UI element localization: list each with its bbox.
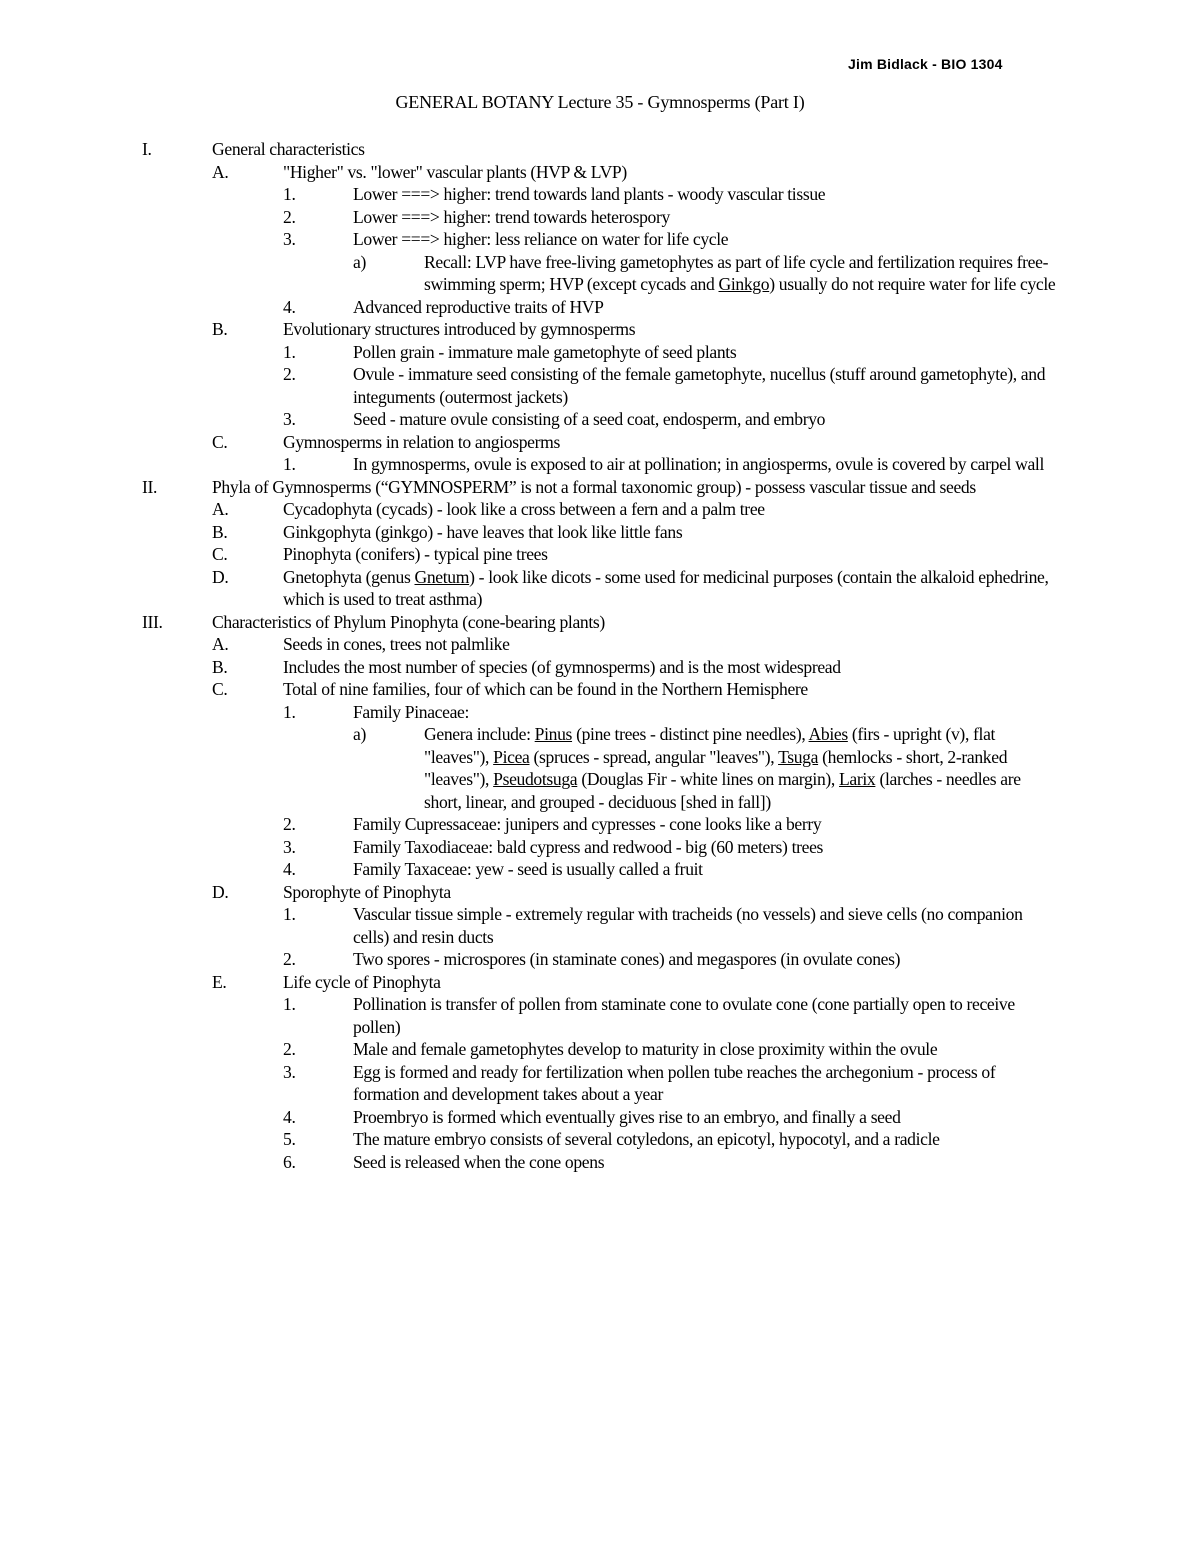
outline-text	[283, 633, 1058, 656]
text-run: Seed - mature ovule consisting of a seed coat, endosperm, and embryo	[353, 409, 826, 429]
text-run: In gymnosperms, ovule is exposed to air at pollination; in angiosperms, ovule is covered by carpel wall	[353, 454, 1044, 474]
outline-text	[353, 1038, 1058, 1061]
outline-text	[283, 971, 1058, 994]
text-run: (pine trees - distinct pine needles),	[572, 724, 809, 744]
outline-text	[353, 453, 1058, 476]
text-run: Phyla of Gymnosperms (“GYMNOSPERM” is not a formal taxonomic group) - possess vascular tissue and seeds	[212, 476, 976, 497]
outline-item	[0, 228, 1200, 251]
text-run: Evolutionary structures introduced by gymnosperms	[283, 319, 636, 339]
outline-text	[353, 341, 1058, 364]
underlined-genus-name: Tsuga	[778, 746, 819, 767]
underlined-genus-name: Picea	[493, 746, 530, 767]
underlined-genus-name: Pseudotsuga	[493, 769, 578, 789]
text-run: Advanced reproductive traits of HVP	[353, 296, 604, 317]
outline-item	[0, 903, 1200, 948]
text-run: Lower ===> higher: trend towards heterospory	[353, 206, 670, 227]
outline-item	[0, 408, 1200, 431]
outline-text	[353, 1151, 1058, 1174]
text-run: Family Taxodiaceae: bald cypress and redwood - big (60 meters) trees	[353, 836, 824, 857]
page-title: GENERAL BOTANY Lecture 35 - Gymnosperms (Part I)	[395, 92, 805, 112]
outline-item	[0, 498, 1200, 521]
outline-marker: 2.	[283, 1039, 296, 1059]
outline-marker: I.	[142, 139, 152, 159]
outline-marker: 4.	[283, 859, 296, 879]
outline-marker: 4.	[283, 296, 296, 317]
text-run: General characteristics	[212, 139, 365, 159]
text-run: Ginkgophyta (ginkgo) - have leaves that look like little fans	[283, 521, 683, 542]
outline-text	[212, 611, 1057, 634]
outline-text	[283, 566, 1058, 611]
outline-text	[283, 881, 1058, 904]
text-run: Includes the most number of species (of gymnosperms) and is the most widespread	[283, 656, 841, 677]
outline-marker: C.	[212, 431, 228, 452]
text-run: Characteristics of Phylum Pinophyta (cone-bearing plants)	[212, 611, 605, 632]
outline-marker: D.	[212, 881, 229, 902]
outline-text	[353, 1106, 1058, 1129]
outline-marker: 1.	[283, 184, 296, 204]
text-run: Pollen grain - immature male gametophyte of seed plants	[353, 341, 737, 362]
text-run: Vascular tissue simple - extremely regular with tracheids (no vessels) and sieve cells (no companion cells) and resin ducts	[353, 904, 1023, 947]
outline-item	[0, 363, 1200, 408]
outline-marker: 1.	[283, 341, 296, 362]
text-run: (larches - needles are short, linear, and grouped - deciduous [shed in fall])	[424, 769, 1021, 812]
underlined-genus-name: Ginkgo	[718, 274, 770, 294]
outline-text	[353, 993, 1058, 1038]
outline-text	[353, 903, 1058, 948]
outline-text	[353, 408, 1058, 431]
text-run: Genera include:	[424, 724, 535, 744]
outline-item	[0, 993, 1200, 1038]
outline-marker: B.	[212, 521, 228, 542]
outline-marker: 3.	[283, 229, 296, 249]
outline-item	[0, 183, 1200, 206]
outline-item	[0, 858, 1200, 881]
outline-marker: D.	[212, 566, 229, 587]
outline-text	[353, 183, 1058, 206]
text-run: Gnetophyta (genus	[283, 566, 415, 587]
outline-item	[0, 431, 1200, 454]
outline-item	[0, 1038, 1200, 1061]
text-run: (firs - upright (v), flat "leaves"),	[424, 724, 996, 767]
outline-item	[0, 813, 1200, 836]
text-run: (hemlocks - short, 2-ranked "leaves"),	[424, 746, 1008, 789]
text-run: Life cycle of Pinophyta	[283, 971, 441, 992]
outline-text	[212, 138, 1057, 161]
text-run: Pinophyta (conifers) - typical pine trees	[283, 544, 548, 564]
text-run: Lower ===> higher: less reliance on water for life cycle	[353, 229, 729, 249]
text-run: (Douglas Fir - white lines on margin),	[577, 769, 840, 789]
outline-text	[424, 723, 1058, 813]
outline-text	[283, 521, 1058, 544]
outline-marker: B.	[212, 319, 228, 339]
text-run: Sporophyte of Pinophyta	[283, 881, 451, 902]
outline-marker: E.	[212, 971, 227, 992]
outline-item	[0, 836, 1200, 859]
outline-marker: A.	[212, 161, 229, 182]
outline-marker: a)	[353, 251, 366, 272]
outline-marker: 2.	[283, 206, 296, 227]
text-run: Seeds in cones, trees not palmlike	[283, 634, 510, 654]
outline-marker: A.	[212, 634, 229, 654]
outline-text	[283, 498, 1058, 521]
outline-marker: 2.	[283, 364, 296, 384]
outline-item	[0, 656, 1200, 679]
outline-text	[283, 431, 1058, 454]
text-run: The mature embryo consists of several cotyledons, an epicotyl, hypocotyl, and a radicle	[353, 1129, 940, 1149]
outline-marker: C.	[212, 679, 228, 699]
outline-marker: 1.	[283, 994, 296, 1014]
outline-marker: 1.	[283, 454, 296, 474]
outline-text	[353, 296, 1058, 319]
text-run: Family Cupressaceae: junipers and cypresses - cone looks like a berry	[353, 814, 822, 834]
outline-text	[283, 543, 1058, 566]
outline-marker: 5.	[283, 1129, 296, 1149]
outline-marker: II.	[142, 476, 158, 497]
text-run: ) usually do not require water for life cycle	[769, 274, 1056, 294]
outline-text	[353, 701, 1058, 724]
outline-item	[0, 1061, 1200, 1106]
outline-item	[0, 1106, 1200, 1129]
outline-item	[0, 521, 1200, 544]
text-run: Family Taxaceae: yew - seed is usually called a fruit	[353, 859, 703, 879]
outline-text	[353, 813, 1058, 836]
underlined-genus-name: Pinus	[534, 724, 573, 744]
text-run: Ovule - immature seed consisting of the female gametophyte, nucellus (stuff around gametophyte), and integuments (outermost jackets)	[353, 364, 1046, 407]
outline-marker: A.	[212, 499, 229, 519]
outline-text	[353, 836, 1058, 859]
page-header: Jim Bidlack - BIO 1304	[848, 56, 1003, 72]
outline-item	[0, 881, 1200, 904]
outline-item	[0, 206, 1200, 229]
outline-text	[283, 656, 1058, 679]
outline-marker: 3.	[283, 1061, 296, 1082]
underlined-genus-name: Larix	[839, 769, 876, 789]
outline-marker: 3.	[283, 409, 296, 429]
outline-text	[353, 206, 1058, 229]
outline-marker: 2.	[283, 949, 296, 969]
text-run: (spruces - spread, angular "leaves"),	[529, 746, 779, 767]
outline-item	[0, 161, 1200, 184]
outline-item	[0, 453, 1200, 476]
outline-marker: 1.	[283, 701, 296, 722]
outline-marker: 3.	[283, 836, 296, 857]
outline-item	[0, 633, 1200, 656]
outline-item	[0, 701, 1200, 724]
text-run: "Higher" vs. "lower" vascular plants (HVP & LVP)	[283, 161, 627, 182]
text-run: Family Pinaceae:	[353, 701, 470, 722]
outline-text	[283, 678, 1058, 701]
outline-item	[0, 341, 1200, 364]
outline-marker: III.	[142, 611, 163, 632]
outline-text	[283, 161, 1058, 184]
outline-text	[353, 228, 1058, 251]
outline-text	[353, 948, 1058, 971]
outline-text	[353, 363, 1058, 408]
outline-item	[0, 971, 1200, 994]
outline-item	[0, 476, 1200, 499]
text-run: Male and female gametophytes develop to maturity in close proximity within the ovule	[353, 1039, 938, 1059]
outline-item	[0, 543, 1200, 566]
outline-item	[0, 1151, 1200, 1174]
outline-marker: 1.	[283, 904, 296, 924]
text-run: Recall: LVP have free-living gametophytes as part of life cycle and fertilization requires free-swimming sperm; HVP (except cycads and	[424, 251, 1049, 294]
outline-text	[212, 476, 1057, 499]
outline-marker: 2.	[283, 814, 296, 834]
text-run: Total of nine families, four of which can be found in the Northern Hemisphere	[283, 679, 808, 699]
outline-item	[0, 678, 1200, 701]
text-run: Seed is released when the cone opens	[353, 1151, 605, 1172]
outline-marker: 6.	[283, 1151, 296, 1172]
text-run: Egg is formed and ready for fertilization when pollen tube reaches the archegonium - process of formation and development takes about a year	[353, 1061, 996, 1104]
outline-marker: B.	[212, 656, 228, 677]
outline-text	[353, 1128, 1058, 1151]
outline-item	[0, 611, 1200, 634]
text-run: Pollination is transfer of pollen from staminate cone to ovulate cone (cone partially open to receive pollen)	[353, 994, 1015, 1037]
outline-item	[0, 948, 1200, 971]
outline-text	[353, 1061, 1058, 1106]
underlined-genus-name: Abies	[808, 724, 848, 744]
text-run: Cycadophyta (cycads) - look like a cross between a fern and a palm tree	[283, 499, 765, 519]
outline-text	[424, 251, 1058, 296]
text-run: Proembryo is formed which eventually gives rise to an embryo, and finally a seed	[353, 1106, 901, 1127]
outline-marker: 4.	[283, 1106, 296, 1127]
outline-marker: C.	[212, 544, 228, 564]
outline-item	[0, 1128, 1200, 1151]
outline-item	[0, 251, 1200, 296]
outline-item	[0, 566, 1200, 611]
outline-text	[283, 318, 1058, 341]
text-run: ) - look like dicots - some used for medicinal purposes (contain the alkaloid ephedrine, which is used to treat asthma)	[283, 566, 1049, 609]
lecture-outline	[0, 138, 1200, 1173]
text-run: Gymnosperms in relation to angiosperms	[283, 431, 560, 452]
underlined-genus-name: Gnetum	[414, 566, 470, 587]
outline-marker: a)	[353, 724, 366, 744]
text-run: Lower ===> higher: trend towards land plants - woody vascular tissue	[353, 184, 826, 204]
outline-item	[0, 723, 1200, 813]
outline-item	[0, 318, 1200, 341]
text-run: Two spores - microspores (in staminate cones) and megaspores (in ovulate cones)	[353, 949, 901, 969]
outline-text	[353, 858, 1058, 881]
outline-item	[0, 296, 1200, 319]
outline-item	[0, 138, 1200, 161]
